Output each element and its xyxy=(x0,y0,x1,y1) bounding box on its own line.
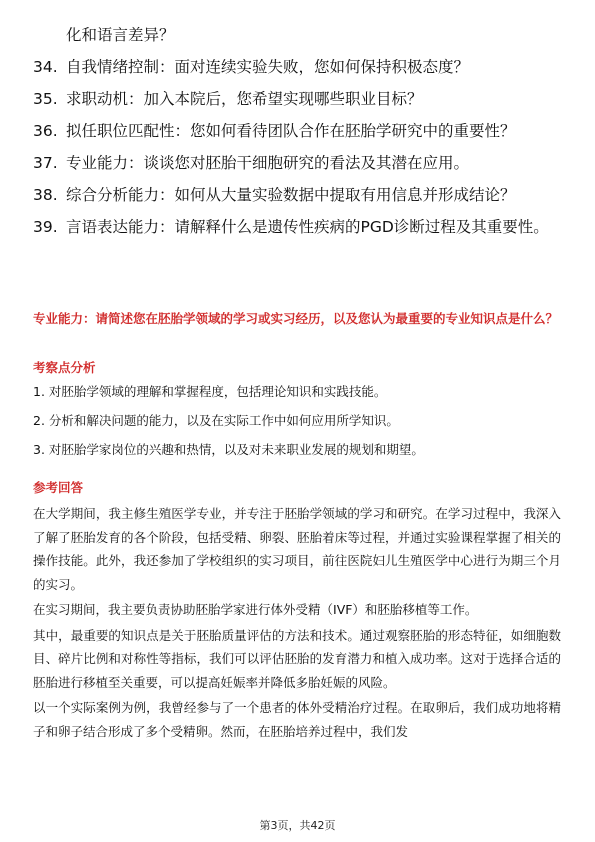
question-text: 求职动机：加入本院后，您希望实现哪些职业目标？ xyxy=(66,90,423,108)
question-text: 化和语言差异？ xyxy=(66,26,175,44)
question-number xyxy=(33,24,66,47)
answer-heading: 参考回答 xyxy=(33,480,84,495)
question-item xyxy=(33,56,563,79)
focus-question: 专业能力：请简述您在胚胎学领域的学习或实习经历，以及您认为最重要的专业知识点是什么？ xyxy=(33,311,559,326)
question-number: 35. xyxy=(33,90,58,108)
answer-paragraph: 以一个实际案例为例，我曾经参与了一个患者的体外受精治疗过程。在取卵后，我们成功地将精子和卵子结合形成了多个受精卵。然而，在胚胎培养过程中，我们发 xyxy=(33,700,561,739)
question-item xyxy=(33,88,563,111)
page-footer: 第3页，共42页 xyxy=(259,819,336,832)
analysis-point: 1. 对胚胎学领域的理解和掌握程度，包括理论知识和实践技能。 xyxy=(33,384,387,399)
question-item xyxy=(33,24,563,47)
question-text: 言语表达能力：请解释什么是遗传性疾病的PGD诊断过程及其重要性。 xyxy=(66,218,549,236)
question-text: 自我情绪控制：面对连续实验失败，您如何保持积极态度？ xyxy=(66,58,470,76)
question-number: 36. xyxy=(33,122,58,140)
analysis-list xyxy=(33,382,561,469)
answer-body xyxy=(33,502,561,745)
question-text: 拟任职位匹配性：您如何看待团队合作在胚胎学研究中的重要性？ xyxy=(66,122,516,140)
question-list xyxy=(33,24,563,248)
answer-paragraph: 在大学期间，我主修生殖医学专业，并专注于胚胎学领域的学习和研究。在学习过程中，我深入了解了胚胎发育的各个阶段，包括受精、卵裂、胚胎着床等过程，并通过实验课程掌握了相关的操作技能。此外，我还参加了学校组织的实习项目，前往医院妇儿生殖医学中心进行为期三个月的实习。 xyxy=(33,506,561,592)
analysis-point: 2. 分析和解决问题的能力，以及在实际工作中如何应用所学知识。 xyxy=(33,413,399,428)
question-item xyxy=(33,216,563,239)
analysis-point: 3. 对胚胎学家岗位的兴趣和热情，以及对未来职业发展的规划和期望。 xyxy=(33,442,424,457)
question-number: 38. xyxy=(33,186,58,204)
question-text: 专业能力：谈谈您对胚胎干细胞研究的看法及其潜在应用。 xyxy=(66,154,470,172)
question-item xyxy=(33,152,563,175)
question-item xyxy=(33,184,563,207)
question-text: 综合分析能力：如何从大量实验数据中提取有用信息并形成结论？ xyxy=(66,186,516,204)
question-number: 39. xyxy=(33,218,58,236)
answer-paragraph: 在实习期间，我主要负责协助胚胎学家进行体外受精（IVF）和胚胎移植等工作。 xyxy=(33,602,478,617)
question-number: 34. xyxy=(33,58,58,76)
question-number: 37. xyxy=(33,154,58,172)
answer-paragraph: 其中，最重要的知识点是关于胚胎质量评估的方法和技术。通过观察胚胎的形态特征，如细胞数目、碎片比例和对称性等指标，我们可以评估胚胎的发育潜力和植入成功率。这对于选择合适的胚胎进行移植至关重要，可以提高妊娠率并降低多胎妊娠的风险。 xyxy=(33,627,561,690)
analysis-heading: 考察点分析 xyxy=(33,360,96,375)
question-item xyxy=(33,120,563,143)
